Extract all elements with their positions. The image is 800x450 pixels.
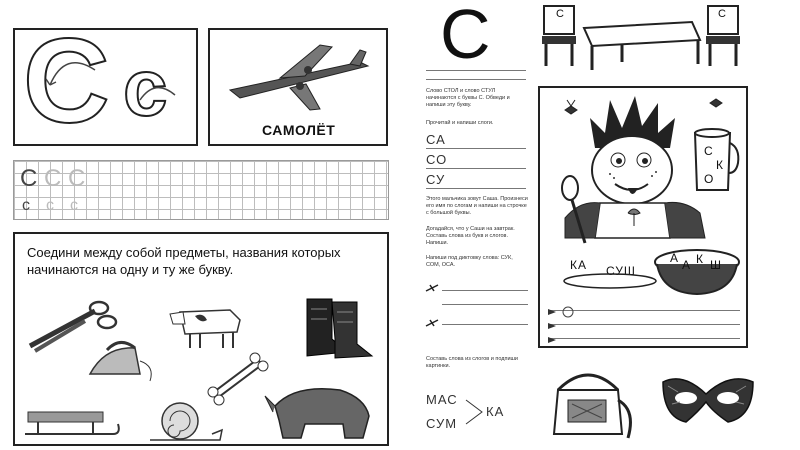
mask-syllable-1: МАС bbox=[426, 392, 458, 407]
cup-letter: О bbox=[704, 172, 714, 186]
airplane-word: САМОЛЁТ bbox=[262, 122, 336, 138]
syllable-su: СУ bbox=[426, 172, 446, 187]
matching-box bbox=[13, 232, 389, 446]
tracing-strip bbox=[426, 70, 526, 80]
syllable-sa: СА bbox=[426, 132, 446, 147]
copy-upper-letter: C bbox=[44, 165, 62, 192]
syllable-so: СО bbox=[426, 152, 448, 167]
copy-lower-letter: c bbox=[70, 197, 78, 214]
title-letter: С bbox=[440, 0, 491, 73]
writing-line bbox=[426, 148, 526, 149]
writing-line bbox=[442, 324, 528, 325]
plate-syllable: СУШ bbox=[606, 264, 636, 278]
iron-icon bbox=[85, 336, 165, 386]
boy-box bbox=[538, 86, 748, 348]
tracing-arrows-icon bbox=[15, 30, 200, 148]
boots-icon bbox=[297, 294, 377, 364]
bowl-letter: К bbox=[696, 252, 703, 266]
copy-grid bbox=[13, 160, 389, 220]
compose-text: Составь слова из слогов и подпиши картинки. bbox=[426, 356, 518, 369]
writing-line bbox=[442, 304, 528, 305]
copy-lower-letter: c bbox=[46, 197, 54, 214]
writing-line bbox=[426, 188, 526, 189]
chair-tag: С bbox=[556, 8, 564, 20]
copy-upper-letter: C bbox=[20, 165, 38, 192]
letter-box bbox=[13, 14, 198, 148]
mask-icon bbox=[658, 372, 758, 432]
cup-letter: К bbox=[716, 158, 723, 172]
bowl-letter: Ш bbox=[710, 258, 721, 272]
start-marker-icon bbox=[546, 304, 586, 344]
boy-text: Этого мальчика зовут Саша. Произнеси его имя по слогам и напиши на строчке с большой буквы. bbox=[426, 196, 528, 216]
chair-tag: С bbox=[718, 8, 726, 20]
bowl-letter: А bbox=[670, 251, 679, 265]
mosquito-icon bbox=[426, 318, 440, 328]
syllable-connector-icon bbox=[466, 398, 486, 428]
cup-icon bbox=[690, 128, 740, 198]
airplane-box bbox=[208, 28, 388, 146]
writing-line bbox=[426, 168, 526, 169]
rhino-icon bbox=[265, 376, 375, 446]
bowl-letter: А bbox=[682, 258, 691, 272]
mask-syllable-2: СУМ bbox=[426, 416, 458, 431]
bag-icon bbox=[548, 360, 638, 440]
plate-syllable: КА bbox=[570, 258, 587, 272]
mosquito-icon bbox=[426, 283, 440, 293]
read-write-text: Прочитай и напиши слоги. bbox=[426, 120, 494, 126]
copy-lower-letter: c bbox=[22, 197, 30, 214]
mask-syllable-3: КА bbox=[486, 404, 505, 419]
cow-icon bbox=[165, 292, 255, 352]
dictation-text: Напиши под диктовку слова: СУК, СОМ, ОСА. bbox=[426, 255, 513, 268]
intro-text: Слово СТОЛ и слово СТУЛ начинаются с буквы С. Обведи и напиши эту букву. bbox=[426, 88, 510, 108]
task-text: Соедини между собой предметы, названия которых начинаются на одну и ту же букву. bbox=[27, 245, 341, 277]
snail-icon bbox=[140, 396, 230, 446]
sled-icon bbox=[23, 402, 123, 442]
airplane-icon bbox=[210, 30, 390, 120]
writing-line bbox=[442, 290, 528, 291]
breakfast-text: Догадайся, что у Саши на завтрак. Составь слова из букв и слогов. Напиши. bbox=[426, 226, 515, 246]
cup-letter: С bbox=[704, 144, 713, 158]
big-lower-letter: c bbox=[123, 43, 168, 132]
big-upper-letter: C bbox=[23, 14, 110, 148]
copy-upper-letter: C bbox=[68, 165, 86, 192]
plate-icon bbox=[560, 273, 660, 293]
table-icon bbox=[582, 22, 702, 72]
